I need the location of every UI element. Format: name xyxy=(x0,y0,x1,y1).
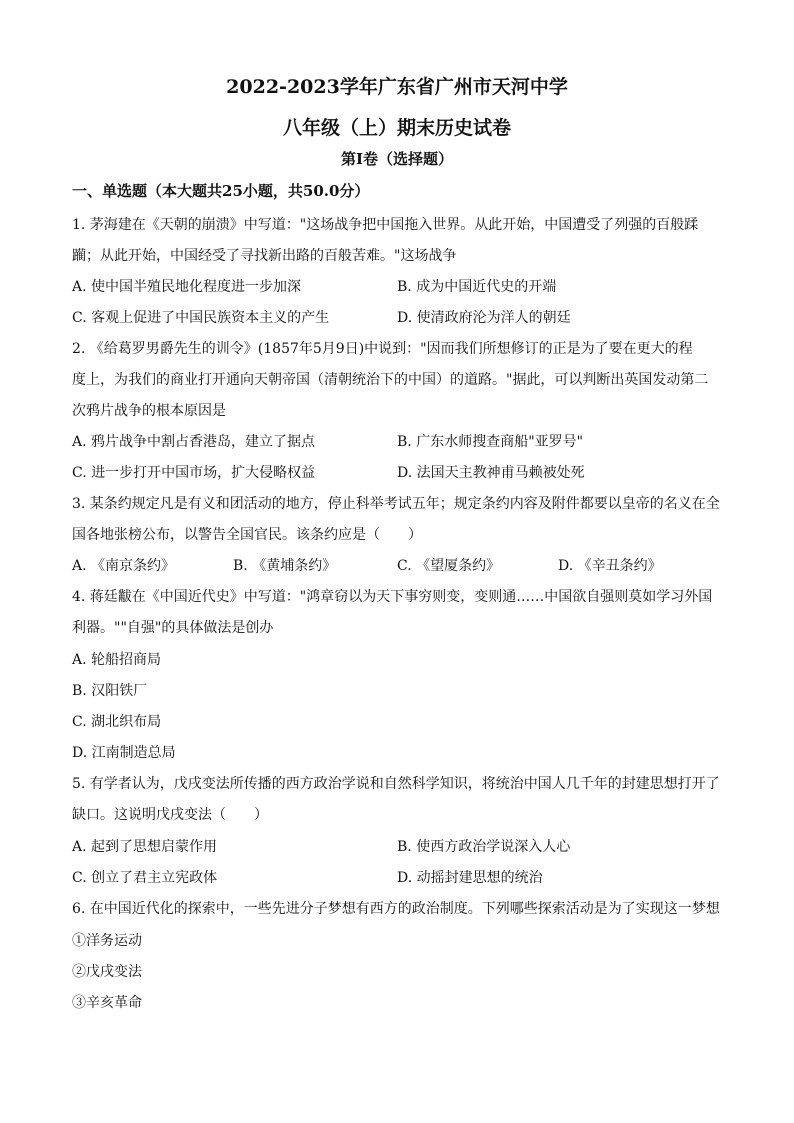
question-4-option-b: B. 汉阳铁厂 xyxy=(72,683,148,699)
question-1-option-a: A. 使中国半殖民地化程度进一步加深 xyxy=(72,279,302,295)
question-3-text: 国各地张榜公布，以警告全国官民。该条约应是（ ） xyxy=(72,527,422,543)
question-3-option-a: A. 《南京条约》 xyxy=(72,558,176,574)
question-5-option-b: B. 使西方政治学说深入人心 xyxy=(397,839,571,855)
question-6-item-3: ③辛亥革命 xyxy=(72,995,142,1011)
exam-subtitle: 八年级（上）期末历史试卷 xyxy=(282,117,511,139)
exam-title: 2022-2023学年广东省广州市天河中学 xyxy=(226,76,568,98)
question-2-text: 次鸦片战争的根本原因是 xyxy=(72,403,226,419)
question-3-option-c: C. 《望厦条约》 xyxy=(397,558,501,574)
question-4-option-c: C. 湖北织布局 xyxy=(72,714,162,730)
question-1-option-b: B. 成为中国近代史的开端 xyxy=(397,279,557,295)
question-5-option-d: D. 动摇封建思想的统治 xyxy=(397,870,543,886)
question-2-option-c: C. 进一步打开中国市场，扩大侵略权益 xyxy=(72,465,316,481)
question-3-text: 3. 某条约规定凡是有义和团活动的地方，停止科举考试五年；规定条约内容及附件都要以皇帝的名义在全 xyxy=(72,496,720,512)
question-3-option-d: D. 《辛丑条约》 xyxy=(558,558,662,574)
section-heading: 一、单选题（本大题共25小题，共50.0分） xyxy=(72,182,370,200)
question-6-item-2: ②戊戌变法 xyxy=(72,964,142,980)
question-2-option-a: A. 鸦片战争中割占香港岛，建立了据点 xyxy=(72,434,316,450)
question-5-text: 5. 有学者认为，戊戌变法所传播的西方政治学说和自然科学知识，将统治中国人几千年的封建思想打开了 xyxy=(72,776,720,792)
part-heading: 第I卷（选择题） xyxy=(340,150,454,168)
question-4-text: 4. 蒋廷黻在《中国近代史》中写道："鸿章窃以为天下事穷则变，变则通……中国欲自强则莫如学习外国 xyxy=(72,589,713,605)
question-1-text: 1. 茅海建在《天朝的崩溃》中写道："这场战争把中国拖入世界。从此开始，中国遭受了列强的百般蹂 xyxy=(72,217,699,233)
question-5-option-c: C. 创立了君主立宪政体 xyxy=(72,870,218,886)
question-6-text: 6. 在中国近代化的探索中，一些先进分子梦想有西方的政治制度。下列哪些探索活动是为了实现这一梦想 xyxy=(72,901,720,917)
question-4-option-a: A. 轮船招商局 xyxy=(72,652,162,668)
question-4-text: 利器。""自强"的具体做法是创办 xyxy=(72,620,274,636)
question-2-option-d: D. 法国天主教神甫马赖被处死 xyxy=(397,465,585,481)
question-5-text: 缺口。这说明戊戌变法（ ） xyxy=(72,807,268,823)
question-4-option-d: D. 江南制造总局 xyxy=(72,745,176,761)
question-2-text: 2. 《给葛罗男爵先生的训令》(1857年5月9日)中说到："因而我们所想修订的正是为了要在更大的程 xyxy=(72,341,693,357)
question-2-option-b: B. 广东水师搜查商船"亚罗号" xyxy=(397,434,584,450)
question-1-text: 躏；从此开始，中国经受了寻找新出路的百般苦难。"这场战争 xyxy=(72,248,457,264)
question-1-option-d: D. 使清政府沦为洋人的朝廷 xyxy=(397,310,571,326)
question-2-text: 度上，为我们的商业打开通向天朝帝国（清朝统治下的中国）的道路。"据此，可以判断出英国发动第二 xyxy=(72,372,709,388)
question-1-option-c: C. 客观上促进了中国民族资本主义的产生 xyxy=(72,310,330,326)
question-3-option-b: B. 《黄埔条约》 xyxy=(233,558,337,574)
question-6-item-1: ①洋务运动 xyxy=(72,933,142,949)
question-5-option-a: A. 起到了思想启蒙作用 xyxy=(72,839,218,855)
